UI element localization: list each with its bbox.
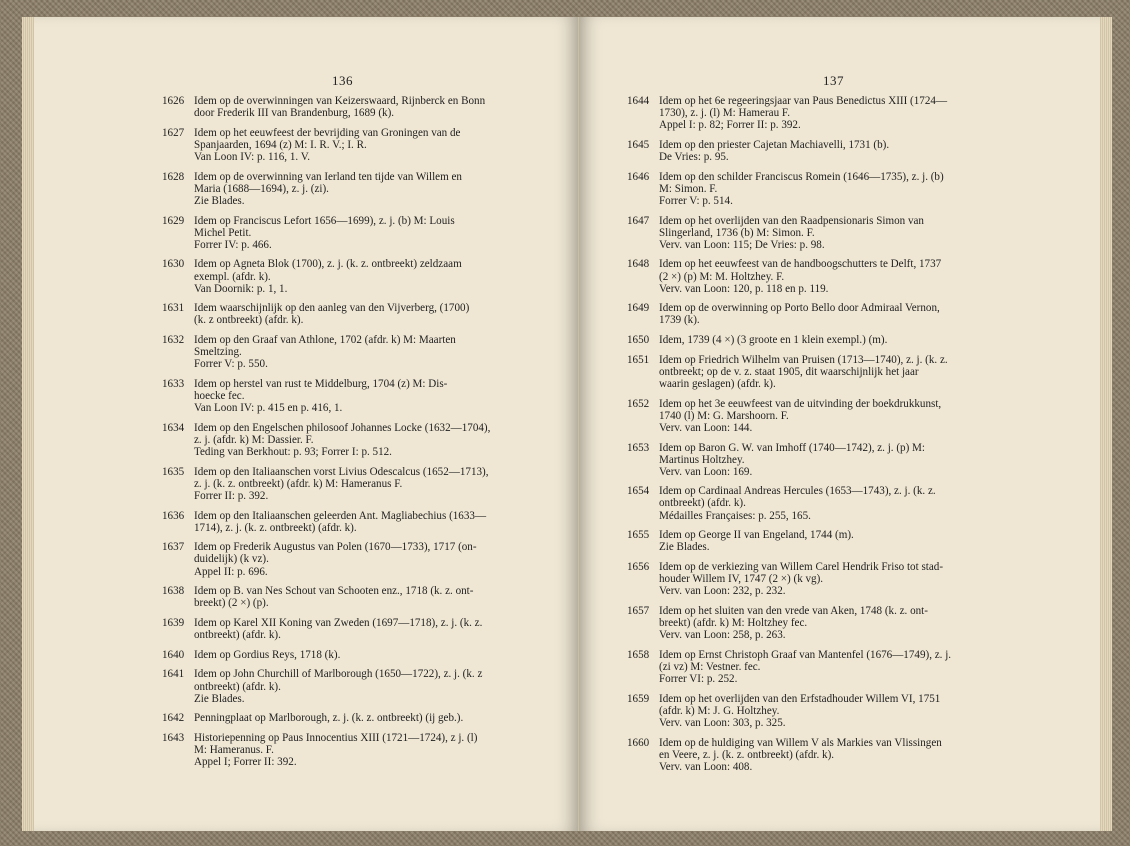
entry-line: Idem op Franciscus Lefort 1656—1699), z. j. (b) M: Louis (194, 214, 455, 227)
catalog-entry (627, 737, 1029, 773)
entry-text (194, 378, 558, 414)
book-spread (22, 17, 1112, 831)
entry-text (659, 302, 1029, 326)
entry-text (659, 442, 1029, 478)
entry-text (659, 354, 1029, 390)
entry-list (162, 95, 558, 776)
entry-line: Idem op den priester Cajetan Machiavelli, 1731 (b). (659, 138, 890, 151)
entry-line: Forrer II: p. 392. (194, 489, 269, 502)
entry-text (659, 398, 1029, 434)
entry-number: 1649 (627, 302, 650, 315)
entry-line: breekt) (2 ×) (p). (194, 597, 269, 610)
entry-line: Verv. van Loon: 169. (659, 465, 753, 478)
entry-number: 1630 (162, 258, 185, 271)
entry-number: 1653 (627, 441, 650, 454)
entry-number: 1633 (162, 377, 185, 390)
catalog-entry (627, 171, 1029, 207)
entry-line: Van Loon IV: p. 116, 1. V. (194, 150, 311, 163)
entry-line: Idem op de huldiging van Willem V als Markies van Vlissingen (659, 736, 942, 749)
entry-number: 1642 (162, 712, 185, 725)
entry-list (627, 95, 1029, 780)
entry-number: 1636 (162, 509, 185, 522)
entry-line: Idem op B. van Nes Schout van Schooten enz., 1718 (k. z. ont- (194, 585, 474, 598)
catalog-entry (162, 617, 558, 641)
entry-line: Slingerland, 1736 (b) M: Simon. F. (659, 226, 815, 239)
entry-line: M: Simon. F. (659, 182, 718, 195)
catalog-entry (627, 605, 1029, 641)
entry-line: Idem, 1739 (4 ×) (3 groote en 1 klein exempl.) (m). (659, 334, 888, 347)
entry-line: Forrer V: p. 514. (659, 194, 733, 207)
entry-text (194, 466, 558, 502)
catalog-entry (627, 561, 1029, 597)
entry-line: Verv. van Loon: 115; De Vries: p. 98. (659, 238, 825, 251)
entry-text (194, 422, 558, 458)
entry-line: door Frederik III van Brandenburg, 1689 (k). (194, 107, 395, 120)
catalog-entry (627, 95, 1029, 131)
entry-line: ontbreekt) (afdr. k). (659, 497, 746, 510)
entry-number: 1650 (627, 334, 650, 347)
entry-line: Michel Petit. (194, 226, 252, 239)
entry-line: Appel I; Forrer II: 392. (194, 756, 297, 769)
entry-text (194, 258, 558, 294)
catalog-entry (162, 541, 558, 577)
catalog-entry (162, 334, 558, 370)
entry-line: Idem op Cardinaal Andreas Hercules (1653—1743), z. j. (k. z. (659, 485, 936, 498)
entry-text (194, 617, 558, 641)
entry-line: Van Loon IV: p. 415 en p. 416, 1. (194, 402, 343, 415)
entry-line: Verv. van Loon: 120, p. 118 en p. 119. (659, 282, 829, 295)
entry-text (194, 510, 558, 534)
catalog-entry (627, 529, 1029, 553)
entry-line: 1714), z. j. (k. z. ontbreekt) (afdr. k). (194, 521, 357, 534)
entry-line: Idem op het 3e eeuwfeest van de uitvinding der boekdrukkunst, (659, 397, 942, 410)
entry-number: 1631 (162, 302, 185, 315)
page-number: 137 (823, 73, 844, 88)
catalog-entry (627, 693, 1029, 729)
catalog-entry (162, 258, 558, 294)
entry-line: Idem op de overwinningen van Keizerswaard, Rijnberck en Bonn (194, 95, 486, 107)
entry-line: waarin geslagen) (afdr. k). (659, 377, 776, 390)
catalog-entry (627, 258, 1029, 294)
entry-number: 1646 (627, 170, 650, 183)
entry-line: Idem op den schilder Franciscus Romein (1646—1735), z. j. (b) (659, 170, 944, 183)
entry-number: 1657 (627, 604, 650, 617)
entry-line: Idem op Ernst Christoph Graaf van Mantenfel (1676—1749), z. j. (659, 648, 952, 661)
entry-number: 1628 (162, 170, 185, 183)
entry-number: 1655 (627, 529, 650, 542)
catalog-entry (162, 171, 558, 207)
entry-text (194, 585, 558, 609)
catalog-entry (162, 668, 558, 704)
entry-line: Zie Blades. (194, 692, 245, 705)
entry-line: Maria (1688—1694), z. j. (zi). (194, 182, 329, 195)
entry-text (659, 737, 1029, 773)
catalog-entry (627, 334, 1029, 346)
entry-number: 1641 (162, 668, 185, 681)
entry-line: Idem op het eeuwfeest van de handboogschutters te Delft, 1737 (659, 258, 942, 271)
entry-text (194, 95, 558, 119)
entry-number: 1639 (162, 617, 185, 629)
entry-line: ontbreekt) (afdr. k). (194, 629, 281, 642)
catalog-entry (162, 466, 558, 502)
entry-text (194, 302, 558, 326)
right-page (579, 17, 1112, 831)
entry-line: Forrer V: p. 550. (194, 358, 268, 371)
entry-line: Idem op George II van Engeland, 1744 (m). (659, 529, 854, 542)
entry-number: 1648 (627, 258, 650, 271)
entry-line: hoecke fec. (194, 390, 245, 403)
page-number: 136 (332, 73, 353, 88)
catalog-entry (162, 127, 558, 163)
catalog-entry (162, 732, 558, 768)
entry-text (194, 215, 558, 251)
entry-number: 1654 (627, 485, 650, 498)
entry-number: 1658 (627, 648, 650, 661)
entry-text (659, 171, 1029, 207)
entry-line: duidelijk) (k vz). (194, 553, 269, 566)
entry-line: Zie Blades. (194, 194, 245, 207)
entry-line: Idem op Karel XII Koning van Zweden (1697—1718), z. j. (k. z. (194, 617, 483, 629)
entry-number: 1634 (162, 421, 185, 434)
entry-number: 1627 (162, 126, 185, 139)
entry-line: 1740 (l) M: G. Marshoorn. F. (659, 409, 789, 422)
entry-line: Verv. van Loon: 303, p. 325. (659, 716, 786, 729)
entry-line: Spanjaarden, 1694 (z) M: I. R. V.; I. R. (194, 138, 367, 151)
entry-text (659, 139, 1029, 163)
entry-number: 1660 (627, 736, 650, 749)
entry-number: 1638 (162, 585, 185, 598)
catalog-entry (627, 442, 1029, 478)
entry-line: Smeltzing. (194, 346, 242, 359)
entry-text (194, 668, 558, 704)
entry-line: Idem op den Italiaanschen vorst Livius Odescalcus (1652—1713), (194, 465, 489, 478)
entry-text (194, 127, 558, 163)
entry-line: Idem op Frederik Augustus van Polen (1670—1733), 1717 (on- (194, 541, 477, 554)
left-page (22, 17, 579, 831)
entry-line: Idem op het 6e regeeringsjaar van Paus Benedictus XIII (1724— (659, 95, 948, 107)
entry-line: Idem op den Italiaanschen geleerden Ant. Magliabechius (1633— (194, 509, 487, 522)
entry-line: Zie Blades. (659, 541, 710, 554)
entry-text (659, 529, 1029, 553)
entry-text (194, 541, 558, 577)
entry-text (194, 649, 558, 661)
entry-line: Idem waarschijnlijk op den aanleg van den Vijverberg, (1700) (194, 302, 470, 315)
entry-line: Idem op den Engelschen philosoof Johannes Locke (1632—1704), (194, 421, 491, 434)
entry-line: Idem op Agneta Blok (1700), z. j. (k. z. ontbreekt) zeldzaam (194, 258, 462, 271)
entry-line: Idem op het sluiten van den vrede van Aken, 1748 (k. z. ont- (659, 604, 928, 617)
entry-line: ontbreekt; op de v. z. staat 1905, dit waarschijnlijk het jaar (659, 365, 919, 378)
catalog-entry (627, 649, 1029, 685)
entry-line: Idem op Baron G. W. van Imhoff (1740—1742), z. j. (p) M: (659, 441, 926, 454)
entry-line: ontbreekt) (afdr. k). (194, 680, 281, 693)
entry-text (194, 732, 558, 768)
entry-line: Idem op Gordius Reys, 1718 (k). (194, 648, 341, 661)
catalog-entry (627, 485, 1029, 521)
entry-line: (k. z ontbreekt) (afdr. k). (194, 314, 304, 327)
catalog-entry (627, 354, 1029, 390)
catalog-entry (162, 378, 558, 414)
entry-line: Idem op John Churchill of Marlborough (1650—1722), z. j. (k. z (194, 668, 483, 681)
catalog-entry (162, 712, 558, 724)
catalog-entry (162, 422, 558, 458)
entry-line: Verv. van Loon: 144. (659, 421, 753, 434)
entry-number: 1643 (162, 732, 185, 745)
entry-number: 1644 (627, 95, 650, 107)
entry-line: (afdr. k) M: J. G. Holtzhey. (659, 704, 780, 717)
entry-line: Idem op het eeuwfeest der bevrijding van Groningen van de (194, 126, 461, 139)
entry-text (659, 649, 1029, 685)
entry-line: Verv. van Loon: 232, p. 232. (659, 585, 786, 598)
entry-line: Idem op den Graaf van Athlone, 1702 (afdr. k) M: Maarten (194, 334, 456, 347)
entry-number: 1659 (627, 692, 650, 705)
entry-number: 1629 (162, 214, 185, 227)
entry-line: z. j. (k. z. ontbreekt) (afdr. k) M: Hameranus F. (194, 477, 403, 490)
catalog-entry (162, 95, 558, 119)
entry-line: Historiepenning op Paus Innocentius XIII (1721—1724), z j. (l) (194, 732, 478, 745)
entry-text (659, 95, 1029, 131)
entry-text (659, 605, 1029, 641)
entry-number: 1626 (162, 95, 185, 107)
entry-line: houder Willem IV, 1747 (2 ×) (k vg). (659, 573, 824, 586)
entry-text (659, 258, 1029, 294)
entry-number: 1647 (627, 214, 650, 227)
entry-number: 1640 (162, 648, 185, 661)
entry-line: Idem op het overlijden van den Erfstadhouder Willem VI, 1751 (659, 692, 941, 705)
entry-text (194, 712, 558, 724)
entry-line: De Vries: p. 95. (659, 150, 729, 163)
entry-line: Forrer IV: p. 466. (194, 238, 272, 251)
entry-line: Idem op Friedrich Wilhelm van Pruisen (1713—1740), z. j. (k. z. (659, 353, 948, 366)
entry-number: 1637 (162, 541, 185, 554)
catalog-entry (627, 302, 1029, 326)
entry-line: en Veere, z. j. (k. z. ontbreekt) (afdr. k). (659, 748, 835, 761)
entry-text (194, 171, 558, 207)
entry-line: Martinus Holtzhey. (659, 453, 745, 466)
entry-line: exempl. (afdr. k). (194, 270, 271, 283)
entry-number: 1651 (627, 353, 650, 366)
entry-line: Verv. van Loon: 258, p. 263. (659, 629, 786, 642)
entry-line: Idem op de overwinning van Ierland ten tijde van Willem en (194, 170, 462, 183)
entry-line: Idem op de overwinning op Porto Bello door Admiraal Vernon, (659, 302, 940, 315)
catalog-entry (162, 215, 558, 251)
entry-line: Appel II: p. 696. (194, 565, 268, 578)
entry-line: breekt) (afdr. k) M: Holtzhey fec. (659, 617, 808, 629)
entry-line: 1739 (k). (659, 314, 700, 327)
catalog-entry (627, 398, 1029, 434)
catalog-entry (162, 585, 558, 609)
entry-line: (zi vz) M: Vestner. fec. (659, 660, 761, 673)
entry-line: z. j. (afdr. k) M: Dassier. F. (194, 433, 314, 446)
catalog-entry (162, 302, 558, 326)
entry-line: M: Hameranus. F. (194, 744, 274, 757)
entry-line: Teding van Berkhout: p. 93; Forrer I: p. 512. (194, 446, 392, 458)
catalog-entry (627, 215, 1029, 251)
entry-text (659, 334, 1029, 346)
entry-line: Forrer VI: p. 252. (659, 672, 738, 685)
entry-line: Appel I: p. 82; Forrer II: p. 392. (659, 119, 801, 132)
entry-line: Verv. van Loon: 408. (659, 760, 753, 773)
entry-line: 1730), z. j. (l) M: Hamerau F. (659, 107, 790, 120)
entry-number: 1656 (627, 561, 650, 574)
catalog-entry (162, 649, 558, 661)
entry-text (659, 561, 1029, 597)
catalog-entry (162, 510, 558, 534)
entry-text (659, 485, 1029, 521)
entry-number: 1652 (627, 397, 650, 410)
entry-text (659, 693, 1029, 729)
entry-text (659, 215, 1029, 251)
entry-number: 1632 (162, 334, 185, 347)
entry-line: Médailles Françaises: p. 255, 165. (659, 509, 811, 522)
entry-number: 1645 (627, 138, 650, 151)
entry-line: Idem op herstel van rust te Middelburg, 1704 (z) M: Dis- (194, 377, 448, 390)
entry-line: Idem op de verkiezing van Willem Carel Hendrik Friso tot stad- (659, 561, 944, 574)
entry-text (194, 334, 558, 370)
entry-line: Penningplaat op Marlborough, z. j. (k. z. ontbreekt) (ij geb.). (194, 712, 464, 725)
entry-line: Idem op het overlijden van den Raadpensionaris Simon van (659, 214, 924, 227)
entry-number: 1635 (162, 465, 185, 478)
entry-line: Van Doornik: p. 1, 1. (194, 282, 288, 295)
catalog-entry (627, 139, 1029, 163)
entry-line: (2 ×) (p) M: M. Holtzhey. F. (659, 270, 785, 283)
